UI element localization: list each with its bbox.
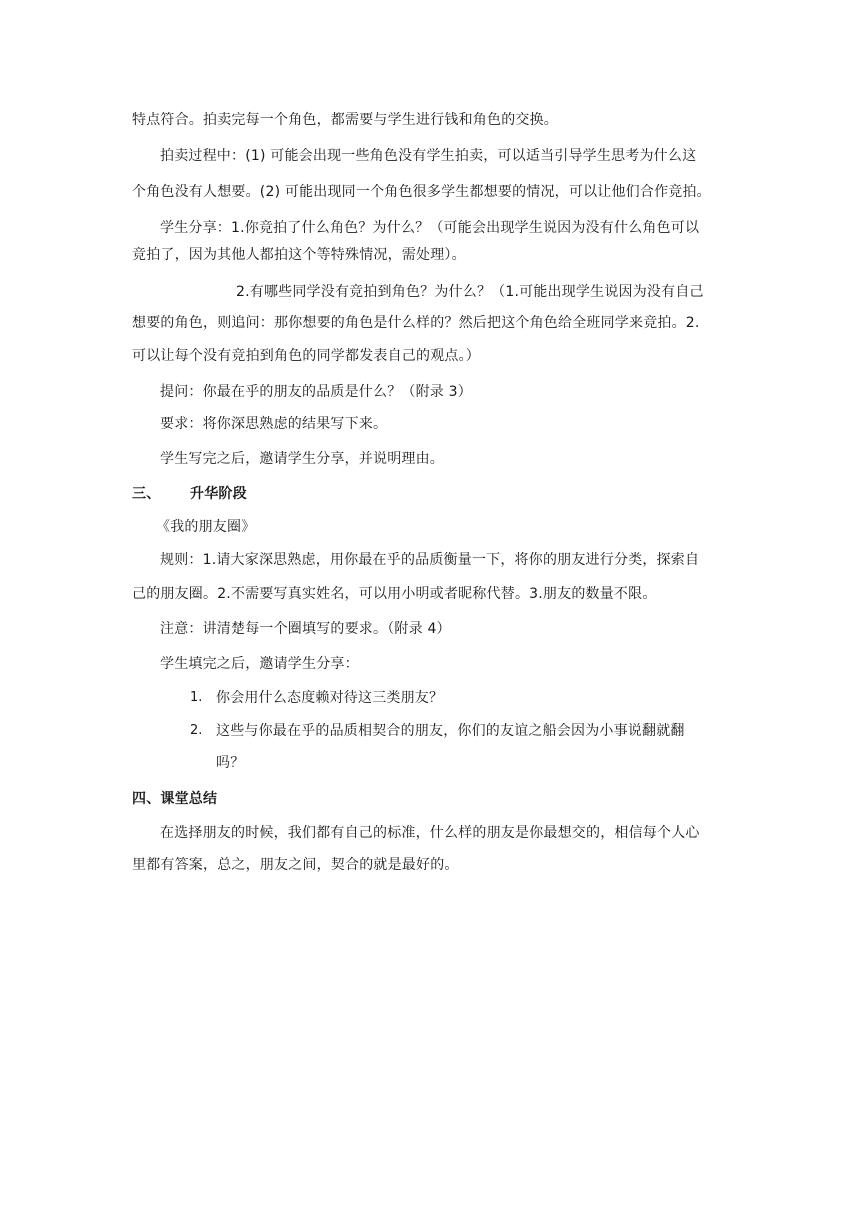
- list-number: 1.: [190, 690, 203, 705]
- list-item-continuation: 吗？: [216, 755, 245, 771]
- body-text-line: 里都有答案，总之，朋友之间，契合的就是最好的。: [132, 857, 459, 873]
- body-text-line: 可以让每个没有竞拍到角色的同学都发表自己的观点。）: [132, 348, 480, 364]
- body-text-line: 想要的角色，则追问：那你想要的角色是什么样的？然后把这个角色给全班同学来竞拍。2.: [132, 315, 700, 331]
- body-text-line: 竞拍了，因为其他人都拍这个等特殊情况，需处理）。: [132, 247, 466, 263]
- body-text-line: 学生分享：1.你竞拍了什么角色？为什么？（可能会出现学生说因为没有什么角色可以: [160, 220, 700, 236]
- body-text-line: 学生写完之后，邀请学生分享，并说明理由。: [160, 451, 444, 467]
- body-text-line: 要求：将你深思熟虑的结果写下来。: [160, 416, 388, 432]
- body-text-line: 注意：讲清楚每一个圈填写的要求。（附录 4）: [160, 621, 451, 637]
- body-text-line: 个角色没有人想要。(2) 可能出现同一个角色很多学生都想要的情况，可以让他们合作竞拍。: [132, 184, 711, 200]
- list-item: 这些与你最在乎的品质相契合的朋友，你们的友谊之船会因为小事说翻就翻: [216, 723, 685, 739]
- section-heading: 四、课堂总结: [132, 791, 218, 807]
- section-number: 三、: [132, 486, 161, 502]
- activity-title: 《我的朋友圈》: [156, 519, 256, 535]
- body-text-line: 学生填完之后，邀请学生分享：: [160, 656, 359, 672]
- section-heading: 升华阶段: [190, 486, 247, 502]
- body-text-line: 规则：1.请大家深思熟虑，用你最在乎的品质衡量一下，将你的朋友进行分类，探索自: [160, 552, 700, 568]
- list-item: 你会用什么态度赖对待这三类朋友？: [216, 690, 444, 706]
- body-text-line: 2.有哪些同学没有竞拍到角色？为什么？（1.可能出现学生说因为没有自己: [236, 284, 704, 300]
- list-number: 2.: [190, 723, 203, 738]
- body-text-line: 拍卖过程中：(1) 可能会出现一些角色没有学生拍卖，可以适当引导学生思考为什么这: [160, 148, 697, 164]
- body-text-line: 提问：你最在乎的朋友的品质是什么？（附录 3）: [160, 384, 472, 400]
- body-text-line: 特点符合。拍卖完每一个角色，都需要与学生进行钱和角色的交换。: [132, 112, 558, 128]
- body-text-line: 己的朋友圈。2.不需要写真实姓名，可以用小明或者昵称代替。3.朋友的数量不限。: [132, 586, 657, 602]
- body-text-line: 在选择朋友的时候，我们都有自己的标准，什么样的朋友是你最想交的，相信每个人心: [160, 825, 700, 841]
